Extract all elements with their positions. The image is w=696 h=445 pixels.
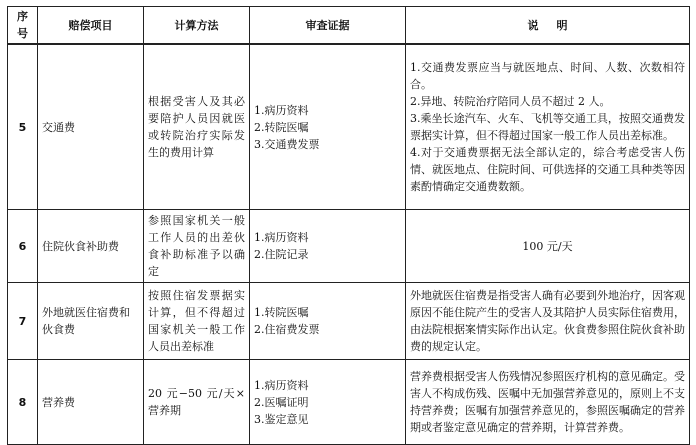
note-line: 3.乘坐长途汽车、火车、飞机等交通工具，按照交通费发票据实计算，但不得超过国家一般工作人员出差标准。 <box>410 112 685 142</box>
evidence-line: 3.鉴定意见 <box>254 412 309 426</box>
table-header-row <box>8 7 690 45</box>
evidence-line: 1.病历资料 <box>254 378 309 392</box>
row-item: 外地就医住宿费和伙食费 <box>38 283 144 360</box>
note-line: 1.交通费发票应当与就医地点、时间、人数、次数相符合。 <box>410 61 685 91</box>
evidence-line: 2.住宿费发票 <box>254 323 320 336</box>
row-method: 参照国家机关一般工作人员的出差伙食补助标准予以确定 <box>144 210 250 283</box>
header-method: 计算方法 <box>144 7 250 45</box>
row-method: 根据受害人及其必要陪护人员因就医或转院治疗实际发生的费用计算 <box>144 44 250 210</box>
row-method: 20 元−50 元/天×营养期 <box>144 360 250 445</box>
header-note-char-2: 明 <box>556 18 568 32</box>
row-evidence <box>250 283 406 360</box>
row-item: 交通费 <box>38 44 144 210</box>
row-item: 营养费 <box>38 360 144 445</box>
row-note <box>406 360 690 445</box>
table-row <box>8 360 690 445</box>
row-number: 8 <box>8 360 38 445</box>
note-line: 2.异地、转院治疗陪同人员不超过 2 人。 <box>410 95 611 108</box>
evidence-line: 3.交通费发票 <box>254 137 320 151</box>
row-note <box>406 44 690 210</box>
row-number: 7 <box>8 283 38 360</box>
header-note <box>406 7 690 45</box>
table-row <box>8 283 690 360</box>
row-evidence <box>250 360 406 445</box>
evidence-line: 2.转院医嘱 <box>254 120 309 134</box>
header-note-char-1: 说 <box>527 18 539 32</box>
table-row <box>8 44 690 210</box>
row-note <box>406 283 690 360</box>
header-evidence: 审查证据 <box>250 7 406 45</box>
row-number: 6 <box>8 210 38 283</box>
evidence-line: 1.病历资料 <box>254 231 309 244</box>
evidence-line: 1.病历资料 <box>254 103 309 117</box>
note-line: 4.对于交通费票据无法全部认定的，综合考虑受害人伤情、就医地点、住院时间、可供选择的交通工具种类等因素酌情确定交通费数额。 <box>410 146 685 193</box>
row-evidence <box>250 210 406 283</box>
row-method: 按照住宿发票据实计算，但不得超过国家机关一般工作人员出差标准 <box>144 283 250 360</box>
note-line: 外地就医住宿费是指受害人确有必要到外地治疗，因客观原因不能住院产生的受害人及其陪护人员实际住宿费用，由法院根据案情实际作出认定。伙食费参照住院伙食补助费的规定认定。 <box>410 289 685 353</box>
note-line: 100 元/天 <box>522 239 573 253</box>
row-item: 住院伙食补助费 <box>38 210 144 283</box>
row-evidence <box>250 44 406 210</box>
header-item: 赔偿项目 <box>38 7 144 45</box>
row-note <box>406 210 690 283</box>
evidence-line: 1.转院医嘱 <box>254 306 309 319</box>
compensation-table <box>7 6 690 445</box>
row-number: 5 <box>8 44 38 210</box>
note-line: 营养费根据受害人伤残情况参照医疗机构的意见确定。受害人不构成伤残、医嘱中无加强营养意见的，原则上不支持营养费；医嘱有加强营养意见的，参照医嘱确定的营养期或者鉴定意见确定的营养期，计算营养费。 <box>410 370 685 434</box>
table-row <box>8 210 690 283</box>
evidence-line: 2.医嘱证明 <box>254 395 309 409</box>
header-no: 序号 <box>8 7 38 45</box>
evidence-line: 2.住院记录 <box>254 248 309 261</box>
